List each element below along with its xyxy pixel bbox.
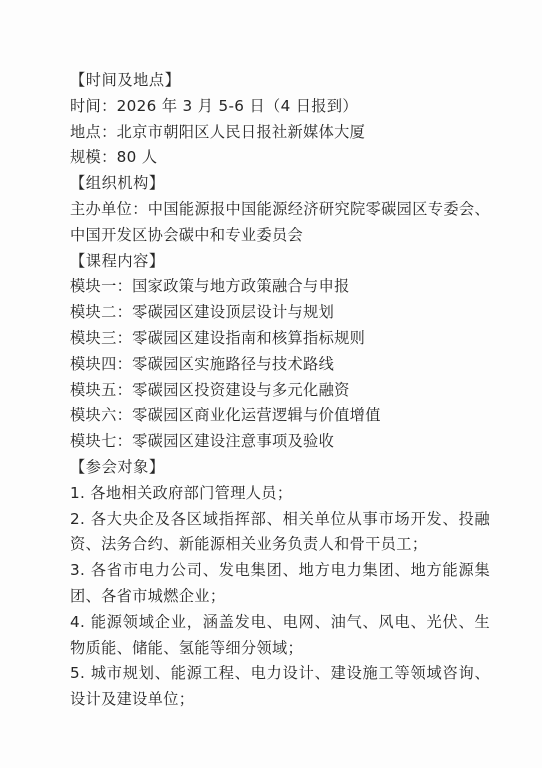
participant-item: 3. 各省市电力公司、发电集团、地方电力集团、地方能源集团、各省市城燃企业； [70,561,490,605]
section-heading-time-place: 【时间及地点】 [70,71,181,89]
participant-item: 4. 能源领域企业，涵盖发电、电网、油气、风电、光伏、生物质能、储能、氢能等细分领域； [70,612,490,657]
course-module: 模块一：国家政策与地方政策融合与申报 [70,277,350,296]
participant-item: 5. 城市规划、能源工程、电力设计、建设施工等领域咨询、设计及建设单位； [70,664,490,709]
course-module: 模块七：零碳园区建设注意事项及验收 [70,432,335,451]
participant-item: 1. 各地相关政府部门管理人员； [70,483,293,502]
document-body [70,68,490,713]
event-scale: 规模：80 人 [70,148,158,167]
course-module: 模块六：零碳园区商业化运营逻辑与价值增值 [70,406,381,425]
event-time: 时间：2026 年 3 月 5-6 日（4 日报到） [70,96,358,115]
event-place: 地点：北京市朝阳区人民日报社新媒体大厦 [70,122,366,141]
course-module: 模块五：零碳园区投资建设与多元化融资 [70,380,350,399]
section-heading-participants: 【参会对象】 [70,457,165,476]
participant-item: 2. 各大央企及各区域指挥部、相关单位从事市场开发、投融资、法务合约、新能源相关业务负责人和骨干员工； [70,509,490,554]
section-heading-organizers: 【组织机构】 [70,174,165,193]
section-heading-courses: 【课程内容】 [70,251,165,270]
course-module: 模块三：零碳园区建设指南和核算指标规则 [70,328,366,347]
course-module: 模块二：零碳园区建设顶层设计与规划 [70,303,335,322]
course-module: 模块四：零碳园区实施路径与技术路线 [70,354,335,373]
host-organizations: 主办单位：中国能源报中国能源经济研究院零碳园区专委会、中国开发区协会碳中和专业委员会 [70,199,490,244]
